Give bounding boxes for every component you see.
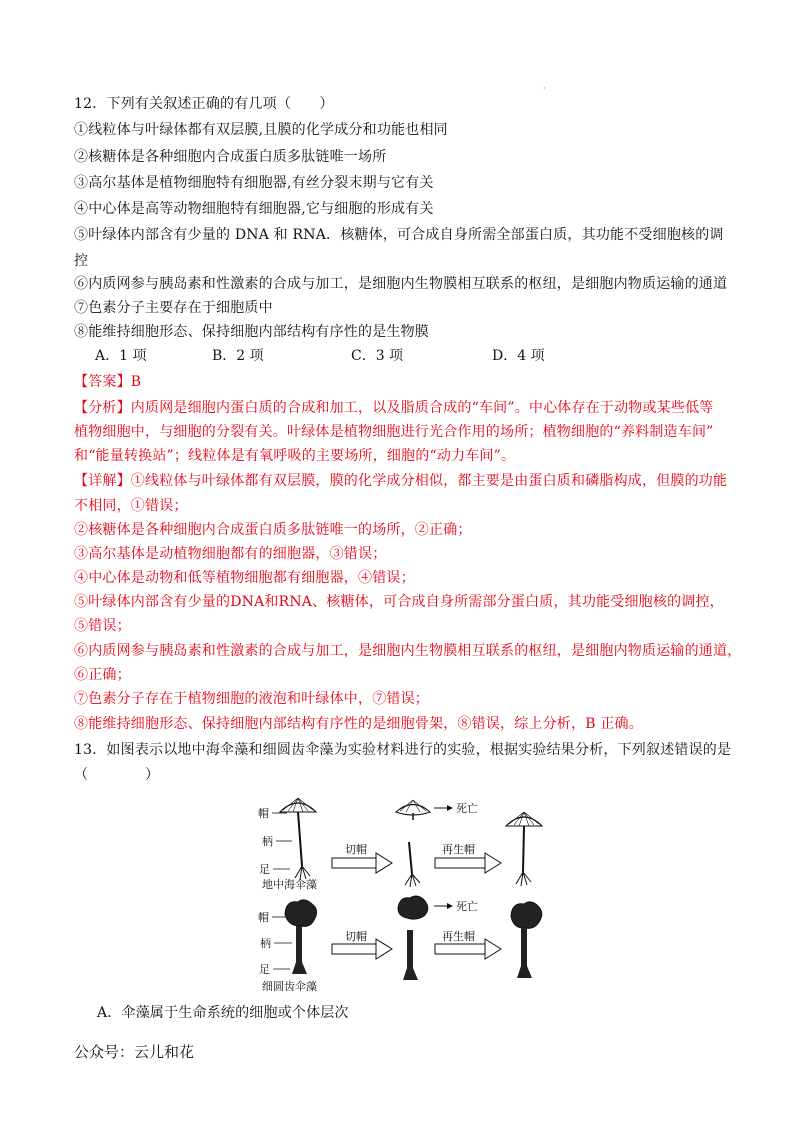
removed-cap-top-icon [396,800,430,820]
regenerated-mediterranea-icon [506,812,542,886]
q12-item: ⑦色素分子主要存在于细胞质中 [74,300,273,316]
death-label-top: 死亡 [456,802,478,815]
regenerated-crenulata-icon [511,902,542,978]
q12-item: ②核糖体是各种细胞内合成蛋白质多肽链唯一场所 [74,149,387,165]
removed-cap-bottom-icon [398,896,428,919]
mediterranea-plant-icon [280,798,316,880]
detail-line: ④中心体是动物和低等植物细胞都有细胞器，④错误； [74,570,415,586]
footer-wechat: 公众号：云儿和花 [74,1043,195,1061]
corner-mark: · [543,84,546,93]
detail-line: 不相同，①错误； [74,498,188,514]
detail-line: ③高尔基体是动植物细胞都有的细胞器，③错误； [74,546,387,562]
q12-item: ⑤叶绿体内部含有少量的 DNA 和 RNA．核糖体，可合成自身所需全部蛋白质，其功能不受细胞核的调 [74,227,724,243]
q12-item: 控 [74,253,89,269]
label-cap-top: 帽 [258,807,269,820]
detail-line: ⑦色素分子存在于植物细胞的液泡和叶绿体中，⑦错误； [74,691,429,707]
q12-item: ⑧能维持细胞形态、保持细胞内部结构有序性的是生物膜 [74,324,429,340]
analysis-line: 和“能量转换站”；线粒体是有氧呼吸的主要场所，细胞的“动力车间”。 [74,448,516,464]
regen-label-top: 再生帽 [442,843,475,856]
cut-label-top: 切帽 [345,843,367,856]
label-foot-top: 足 [259,863,270,876]
option-d: D．4 项 [492,348,545,364]
option-a: A．1 项 [95,348,147,364]
analysis-line: 植物细胞中，与细胞的分裂有关。叶绿体是植物细胞进行光合作用的场所；植物细胞的“养料制造车间” [74,424,714,440]
detail-line: ⑥正确； [74,667,131,683]
answer: 【答案】B [74,374,142,390]
detail-line: ⑤叶绿体内部含有少量的DNA和RNA、核糖体，可合成自身所需部分蛋白质，其功能受细胞核的调控， [74,594,724,610]
detail-line: ⑧能维持细胞形态、保持细胞内部结构有序性的是细胞骨架，⑧错误，综上分析，B 正确。 [74,716,643,732]
q12-item: ①线粒体与叶绿体都有双层膜,且膜的化学成分和功能也相同 [74,122,448,138]
q12-item: ④中心体是高等动物细胞特有细胞器,它与细胞的形成有关 [74,201,434,217]
detail-line: ⑥内质网参与胰岛素和性激素的合成与加工，是细胞内生物膜相互联系的枢纽，是细胞内物质运输的通道， [74,643,742,659]
q12-stem: 12．下列有关叙述正确的有几项（ ） [74,96,334,112]
stalk-bottom-icon [403,930,418,980]
analysis-line: 【分析】内质网是细胞内蛋白质的合成和加工，以及脂质合成的“车间”。中心体存在于动物或某些低等 [74,400,714,416]
q12-item: ⑥内质网参与胰岛素和性激素的合成与加工，是细胞内生物膜相互联系的枢纽，是细胞内物质运输的通道 [74,276,728,292]
death-label-bottom: 死亡 [456,900,478,913]
q13-stem: 13．如图表示以地中海伞藻和细圆齿伞藻为实验材料进行的实验，根据实验结果分析，下列叙述错误的是 [74,742,732,758]
name-mediterranea: 地中海伞藻 [262,878,317,891]
label-stalk-top: 柄 [262,835,273,848]
q13-stem-blank: （ ） [74,767,160,783]
q12-item: ③高尔基体是植物细胞特有细胞器,有丝分裂末期与它有关 [74,175,434,191]
label-foot-bottom: 足 [259,963,270,976]
label-cap-bottom: 帽 [258,911,269,924]
option-b: B．2 项 [212,348,264,364]
regen-label-bottom: 再生帽 [442,930,475,943]
q13-option-a: A．伞藻属于生命系统的细胞或个体层次 [97,1005,349,1021]
crenulata-plant-icon [285,900,317,974]
name-crenulata: 细圆齿伞藻 [262,980,317,993]
cut-label-bottom: 切帽 [345,930,367,943]
option-c: C．3 项 [351,348,404,364]
detail-line: ⑤错误； [74,618,131,634]
stalk-top-icon [405,842,420,887]
detail-line: 【详解】①线粒体与叶绿体都有双层膜，膜的化学成分相似，都主要是由蛋白质和磷脂构成，但膜的功能 [74,473,728,489]
detail-line: ②核糖体是各种细胞内合成蛋白质多肽链唯一的场所，②正确； [74,522,472,538]
label-stalk-bottom: 柄 [260,937,271,950]
